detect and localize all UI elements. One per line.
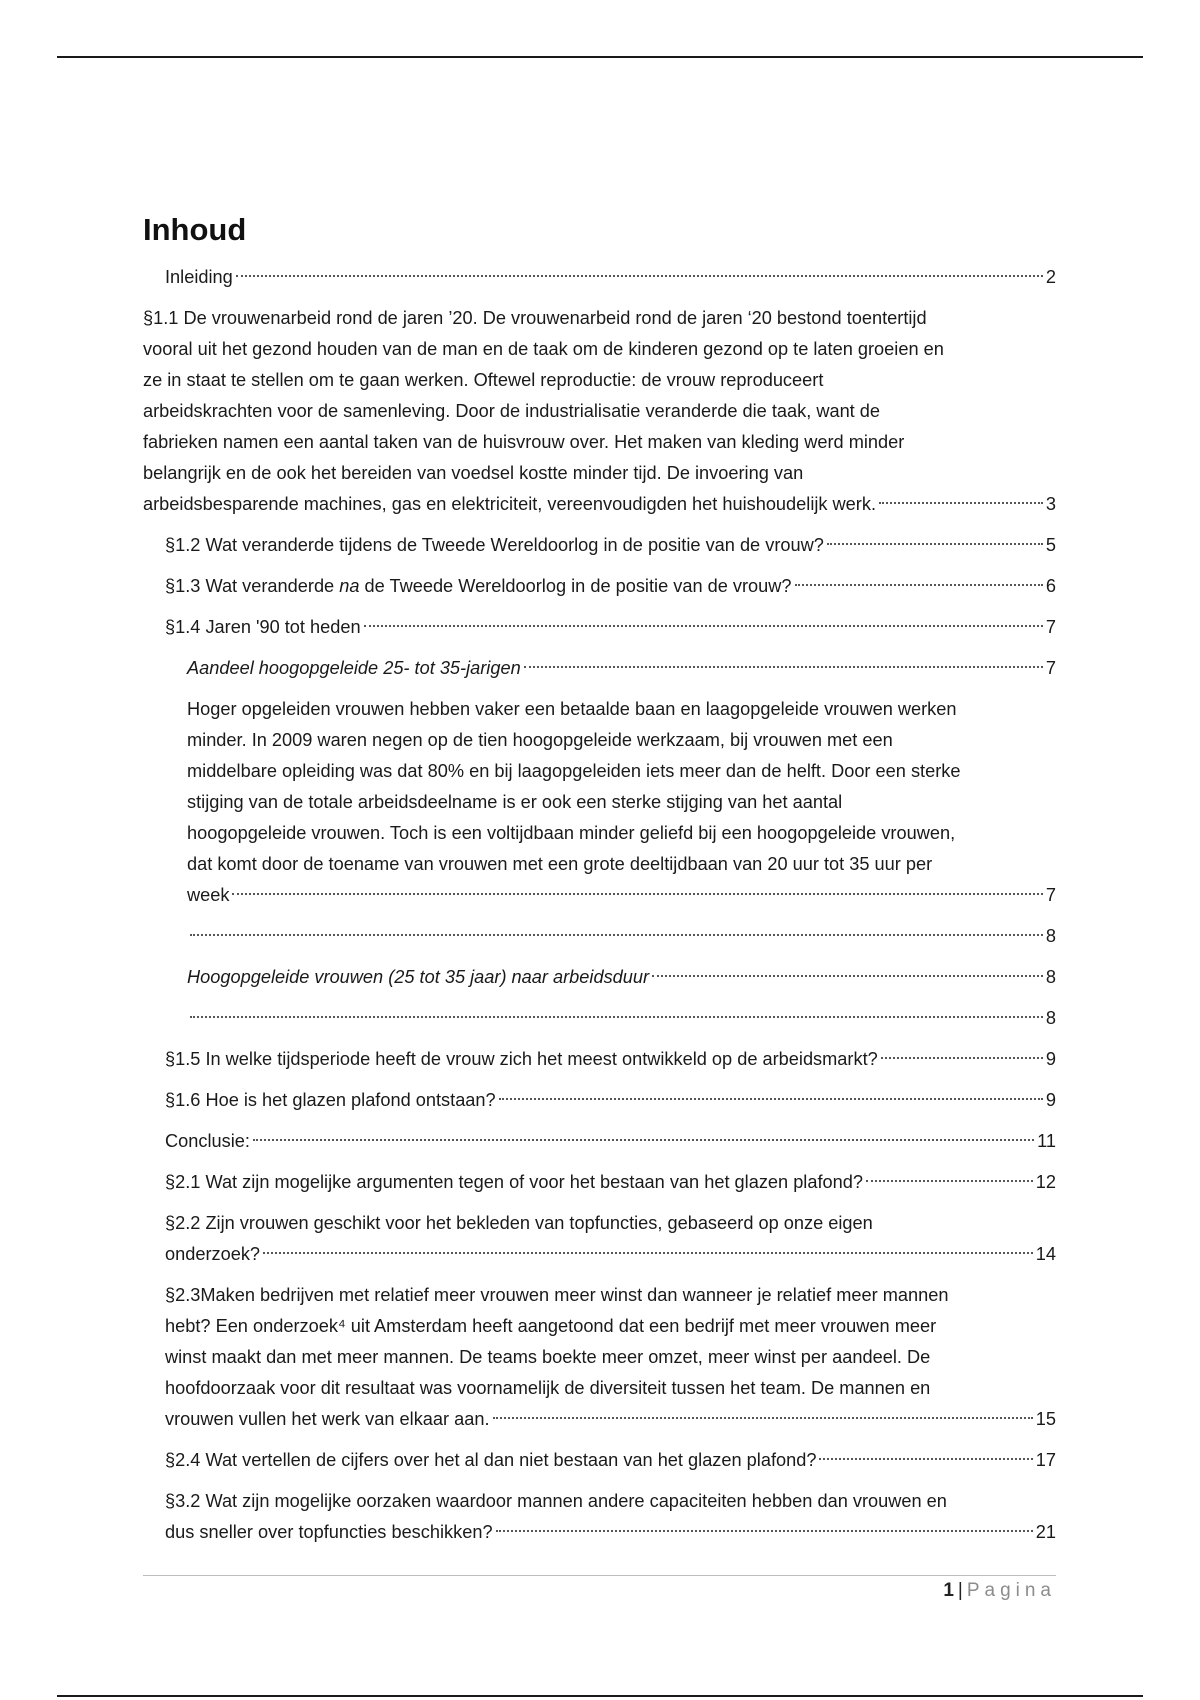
toc-dot-leader (496, 1530, 1033, 1532)
toc-entry-line (165, 1445, 1056, 1476)
toc-entry-line (187, 962, 1056, 993)
toc-dot-leader (364, 625, 1043, 627)
toc-page-number: 6 (1045, 576, 1056, 596)
toc-page-number: 9 (1045, 1049, 1056, 1069)
toc-page-number: 5 (1045, 535, 1056, 555)
toc-dot-leader (827, 543, 1043, 545)
toc-dot-leader (190, 934, 1043, 936)
toc-dot-leader (263, 1252, 1033, 1254)
toc-entry[interactable] (143, 1280, 1056, 1435)
toc-entry-line (165, 1085, 1056, 1116)
toc-entry-line (187, 880, 1056, 911)
toc-entry-title: vrouwen vullen het werk van elkaar aan. (165, 1409, 490, 1429)
toc-entry[interactable] (143, 1085, 1056, 1116)
toc-entry[interactable] (143, 530, 1056, 561)
toc-page-number: 7 (1045, 617, 1056, 637)
toc-entry-title: §1.6 Hoe is het glazen plafond ontstaan? (165, 1090, 496, 1110)
toc-dot-leader (866, 1180, 1033, 1182)
toc-entry-title: §2.1 Wat zijn mogelijke argumenten tegen of voor het bestaan van het glazen plafond? (165, 1172, 863, 1192)
toc-entry-text-line: hoogopgeleide vrouwen. Toch is een voltijdbaan minder geliefd bij een hoogopgeleide vrouwen, (187, 823, 956, 843)
toc-page-number: 12 (1035, 1172, 1056, 1192)
toc-dot-leader (493, 1417, 1033, 1419)
toc-entry-title-part: de Tweede Wereldoorlog in de positie van de vrouw? (359, 576, 792, 596)
toc-entry-title: Conclusie: (165, 1131, 250, 1151)
table-of-contents (143, 262, 1056, 1558)
toc-entry-line (165, 1517, 1056, 1548)
toc-dot-leader (795, 584, 1043, 586)
toc-entry-title: Hoogopgeleide vrouwen (25 tot 35 jaar) naar arbeidsduur (187, 967, 650, 987)
toc-page-number: 14 (1035, 1244, 1056, 1264)
toc-entry-text-line: Hoger opgeleiden vrouwen hebben vaker een betaalde baan en laagopgeleide vrouwen werken (187, 699, 957, 719)
toc-page-number: 15 (1035, 1409, 1056, 1429)
toc-entry-title: §1.4 Jaren '90 tot heden (165, 617, 361, 637)
toc-entry-text-line: §3.2 Wat zijn mogelijke oorzaken waardoor mannen andere capaciteiten hebben dan vrouwen en (165, 1491, 947, 1511)
toc-dot-leader (524, 666, 1043, 668)
toc-entry[interactable] (143, 303, 1056, 520)
toc-entry-text-line: ze in staat te stellen om te gaan werken. Oftewel reproductie: de vrouw reproduceert (143, 370, 824, 390)
toc-page-number: 8 (1045, 1008, 1056, 1028)
toc-entry-title (165, 571, 792, 602)
toc-entry-text-line: minder. In 2009 waren negen op de tien hoogopgeleide werkzaam, bij vrouwen met een (187, 730, 893, 750)
toc-entry-text-line: belangrijk en de ook het bereiden van voedsel kostte minder tijd. De invoering van (143, 463, 804, 483)
toc-entry-text-line: hebt? Een onderzoek⁴ uit Amsterdam heeft aangetoond dat een bedrijf met meer vrouwen meer (165, 1316, 937, 1336)
toc-entry-line (187, 653, 1056, 684)
toc-page-number: 3 (1045, 494, 1056, 514)
toc-entry[interactable] (143, 653, 1056, 684)
toc-entry-title: week (187, 885, 230, 905)
toc-entry-line (187, 921, 1056, 952)
footer-separator: | (957, 1580, 963, 1601)
toc-entry-line (165, 530, 1056, 561)
toc-entry[interactable] (143, 1486, 1056, 1548)
toc-entry[interactable] (143, 962, 1056, 993)
toc-entry[interactable] (143, 612, 1056, 643)
toc-page-number: 2 (1045, 267, 1056, 287)
page-title: Inhoud (143, 212, 247, 247)
toc-entry[interactable] (143, 1208, 1056, 1270)
toc-entry[interactable] (143, 1126, 1056, 1157)
toc-entry[interactable] (143, 1167, 1056, 1198)
toc-entry-title: arbeidsbesparende machines, gas en elektriciteit, vereenvoudigden het huishoudelijk werk. (143, 494, 876, 514)
toc-page-number: 21 (1035, 1522, 1056, 1542)
toc-page-number: 7 (1045, 885, 1056, 905)
toc-dot-leader (253, 1139, 1034, 1141)
toc-page-number: 9 (1045, 1090, 1056, 1110)
toc-entry-line (165, 571, 1056, 602)
toc-entry[interactable] (143, 694, 1056, 911)
toc-dot-leader (190, 1016, 1043, 1018)
toc-entry-title: Inleiding (165, 267, 233, 287)
toc-entry-text-line: hoofdoorzaak voor dit resultaat was voornamelijk de diversiteit tussen het team. De mannen en (165, 1378, 931, 1398)
bottom-rule (57, 1695, 1143, 1697)
toc-entry-line (165, 1404, 1056, 1435)
toc-entry-text-line: fabrieken namen een aantal taken van de huisvrouw over. Het maken van kleding werd minder (143, 432, 905, 452)
toc-entry-text-line: middelbare opleiding was dat 80% en bij laagopgeleiden iets meer dan de helft. Door een sterke (187, 761, 961, 781)
toc-entry-line (187, 1003, 1056, 1034)
page-footer (943, 1576, 1056, 1606)
toc-entry-line (165, 1126, 1056, 1157)
footer-page-number: 1 (943, 1580, 954, 1601)
toc-page-number: 8 (1045, 926, 1056, 946)
toc-entry-title: §1.2 Wat veranderde tijdens de Tweede Wereldoorlog in de positie van de vrouw? (165, 535, 824, 555)
header-rule (57, 56, 1143, 58)
toc-entry-line (165, 1044, 1056, 1075)
toc-entry-text-line: vooral uit het gezond houden van de man en de taak om de kinderen gezond op te laten groeien en (143, 339, 944, 359)
toc-entry-title: §2.4 Wat vertellen de cijfers over het al dan niet bestaan van het glazen plafond? (165, 1450, 817, 1470)
toc-entry-line (165, 262, 1056, 293)
toc-dot-leader (819, 1458, 1032, 1460)
toc-dot-leader (652, 975, 1043, 977)
toc-dot-leader (499, 1098, 1043, 1100)
toc-entry-text-line: arbeidskrachten voor de samenleving. Door de industrialisatie veranderde die taak, want de (143, 401, 881, 421)
toc-entry-title: dus sneller over topfuncties beschikken? (165, 1522, 493, 1542)
toc-entry-line (165, 1239, 1056, 1270)
toc-entry-title: §1.5 In welke tijdsperiode heeft de vrouw zich het meest ontwikkeld op de arbeidsmarkt? (165, 1049, 878, 1069)
toc-entry-line (165, 1167, 1056, 1198)
toc-page-number: 7 (1045, 658, 1056, 678)
toc-entry-line (165, 612, 1056, 643)
toc-entry-title: Aandeel hoogopgeleide 25- tot 35-jarigen (187, 658, 521, 678)
toc-page-number: 11 (1037, 1131, 1056, 1151)
toc-entry-text-line: §1.1 De vrouwenarbeid rond de jaren ’20. De vrouwenarbeid rond de jaren ‘20 bestond toentertijd (143, 308, 927, 328)
toc-entry-text-line: dat komt door de toename van vrouwen met een grote deeltijdbaan van 20 uur tot 35 uur per (187, 854, 933, 874)
toc-dot-leader (879, 502, 1043, 504)
toc-entry[interactable] (143, 921, 1056, 952)
toc-dot-leader (881, 1057, 1043, 1059)
toc-entry-text-line: winst maakt dan met meer mannen. De teams boekte meer omzet, meer winst per aandeel. De (165, 1347, 931, 1367)
toc-entry[interactable] (143, 1445, 1056, 1476)
toc-dot-leader (236, 275, 1043, 277)
toc-entry-title-part: §1.3 Wat veranderde (165, 576, 340, 596)
toc-entry[interactable] (143, 1044, 1056, 1075)
toc-entry-text-line: stijging van de totale arbeidsdeelname is er ook een sterke stijging van het aantal (187, 792, 843, 812)
toc-entry[interactable] (143, 571, 1056, 602)
toc-page-number: 17 (1035, 1450, 1056, 1470)
toc-entry-text-line: §2.3Maken bedrijven met relatief meer vrouwen meer winst dan wanneer je relatief meer mannen (165, 1285, 949, 1305)
toc-entry[interactable] (143, 1003, 1056, 1034)
toc-entry-line (143, 489, 1056, 520)
toc-entry-title-part: na (339, 576, 360, 596)
footer-label: Pagina (966, 1580, 1056, 1601)
toc-entry[interactable] (143, 262, 1056, 293)
toc-dot-leader (232, 893, 1042, 895)
footer-rule (143, 1575, 1056, 1576)
toc-page-number: 8 (1045, 967, 1056, 987)
toc-entry-text-line: §2.2 Zijn vrouwen geschikt voor het bekleden van topfuncties, gebaseerd op onze eigen (165, 1213, 873, 1233)
toc-entry-title: onderzoek? (165, 1244, 261, 1264)
